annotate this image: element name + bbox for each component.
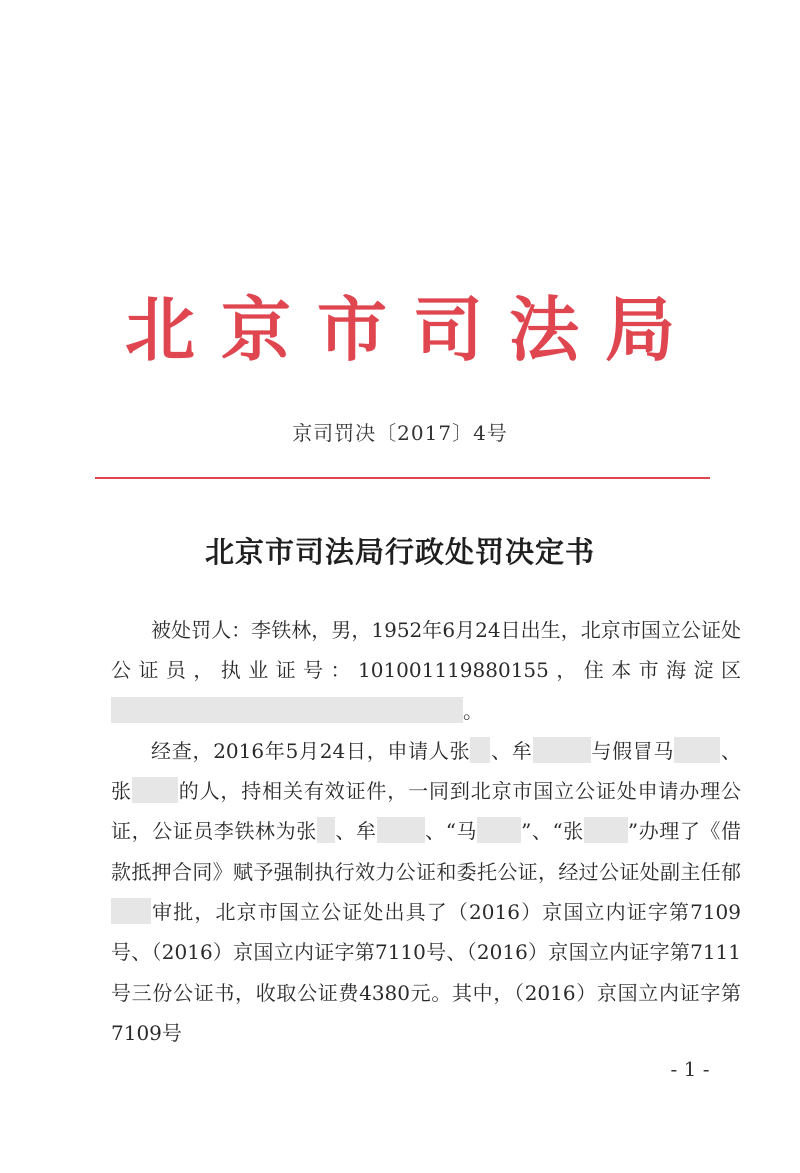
investigation-text-3: 与假冒马 [590,738,675,763]
investigation-text-4: 、张 [111,738,742,804]
party-info-text: 被处罚人：李铁林，男，1952年6月24日出生，北京市国立公证处公证员，执业证号：101001119880155，住本市海淀区 [111,618,741,683]
redacted-name [111,898,151,924]
redacted-name [477,817,521,843]
decision-title: 北京市司法局行政处罚决定书 [204,535,595,569]
redacted-name [674,737,720,763]
redacted-name [584,817,628,843]
investigation-text-6: 、牟 [334,819,377,844]
investigation-text-10: 审批，北京市国立公证处出具了（2016）京国立内证字第7109号、（2016）京国立内证字第7110号、（2016）京国立内证字第7111号三份公证书，收取公证费4380元。其中，（2016）京国立内证字第7109号 [111,900,741,1045]
investigation-text-1: 经查，2016年5月24日，申请人张 [151,738,471,763]
doc-number: 京司罚决〔2017〕4号 [292,421,508,445]
redacted-name [377,817,425,843]
body-text [111,610,741,1053]
redacted-name [132,777,178,803]
party-info-end: 。 [463,698,483,723]
investigation-text-7: 、“马 [424,819,478,844]
red-divider-line [95,477,710,479]
investigation-text-5: 的人，持相关有效证件，一同到北京市国立公证处申请办理公证，公证员李铁林为张 [111,779,742,844]
paragraph-investigation [111,731,741,1053]
redacted-name [470,737,490,763]
redacted-name [533,737,591,763]
investigation-text-2: 、牟 [490,738,533,763]
paragraph-penalized-party [111,610,741,731]
redacted-address [111,697,463,723]
redacted-name [317,817,335,843]
page-number: - 1 - [670,1057,710,1081]
investigation-text-9: ”办理了《借款抵押合同》赋予强制执行效力公证和委托公证，经过公证处副主任郁 [111,819,742,884]
org-title: 北京市司法局 [125,288,701,371]
investigation-text-8: ”、“张 [521,819,584,844]
